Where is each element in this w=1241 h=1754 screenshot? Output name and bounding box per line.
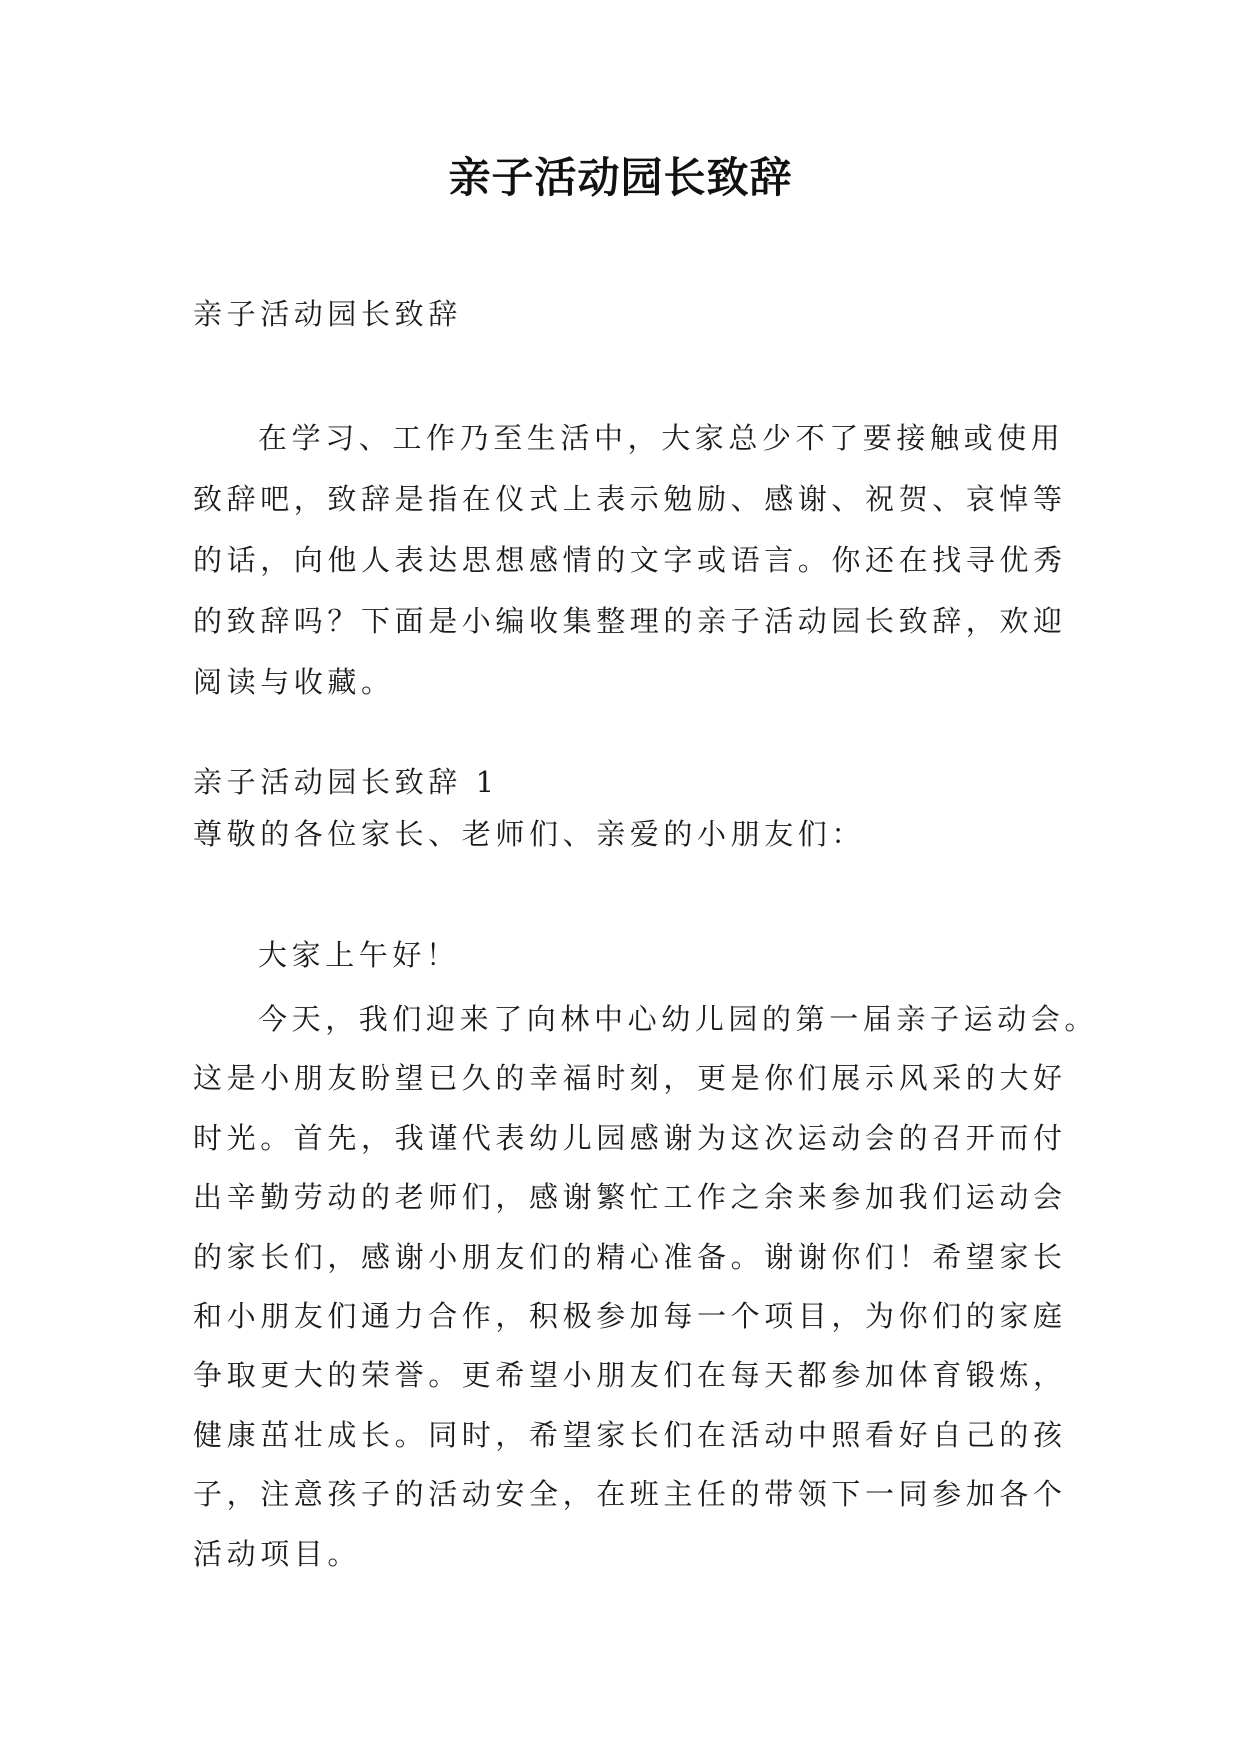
intro-line: 的致辞吗？下面是小编收集整理的亲子活动园长致辞，欢迎	[193, 604, 1067, 638]
intro-paragraph	[193, 408, 1067, 713]
good-morning-greeting: 大家上午好！	[258, 938, 460, 972]
speech-line: 和小朋友们通力合作，积极参加每一个项目，为你们的家庭	[193, 1299, 1067, 1334]
speech-line: 子，注意孩子的活动安全，在班主任的带领下一同参加各个	[193, 1477, 1067, 1512]
salutation: 尊敬的各位家长、老师们、亲爱的小朋友们：	[193, 817, 866, 851]
speech-line: 活动项目。	[193, 1536, 362, 1571]
intro-line: 致辞吧，致辞是指在仪式上表示勉励、感谢、祝贺、哀悼等	[193, 482, 1067, 516]
speech-line: 时光。首先，我谨代表幼儿园感谢为这次运动会的召开而付	[193, 1120, 1067, 1155]
section-heading: 亲子活动园长致辞 1	[193, 765, 499, 799]
speech-line: 今天，我们迎来了向林中心幼儿园的第一届亲子运动会。	[258, 1002, 1099, 1036]
intro-line: 在学习、工作乃至生活中，大家总少不了要接触或使用	[258, 421, 1065, 455]
speech-line: 这是小朋友盼望已久的幸福时刻，更是你们展示风采的大好	[193, 1061, 1067, 1096]
intro-line: 阅读与收藏。	[193, 665, 395, 699]
document-subtitle: 亲子活动园长致辞	[193, 297, 462, 331]
speech-line: 的家长们，感谢小朋友们的精心准备。谢谢你们！希望家长	[193, 1239, 1067, 1274]
speech-paragraph	[193, 990, 1099, 1584]
speech-line: 争取更大的荣誉。更希望小朋友们在每天都参加体育锻炼，	[193, 1358, 1067, 1393]
speech-line: 出辛勤劳动的老师们，感谢繁忙工作之余来参加我们运动会	[193, 1180, 1067, 1215]
speech-line: 健康茁壮成长。同时，希望家长们在活动中照看好自己的孩	[193, 1417, 1067, 1452]
document-title: 亲子活动园长致辞	[448, 153, 793, 202]
intro-line: 的话，向他人表达思想感情的文字或语言。你还在找寻优秀	[193, 543, 1067, 577]
